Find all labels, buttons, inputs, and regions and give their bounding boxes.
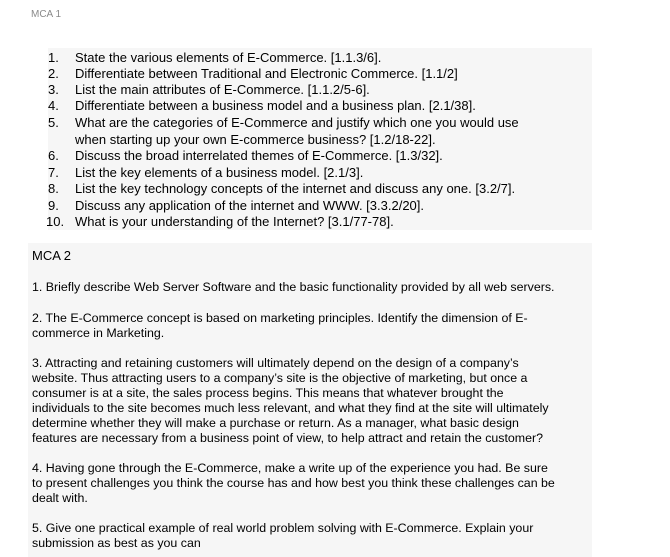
mca2-section: [28, 243, 592, 557]
section-1-heading: MCA 1: [31, 9, 62, 20]
question-paragraph: [32, 311, 590, 341]
paragraph-line: commerce in Marketing.: [32, 326, 165, 340]
question-number: 3.: [48, 82, 59, 97]
paragraph-line: individuals to the site becomes much less relevant, and what they find at the site will ultimately: [32, 401, 549, 415]
question-number: 2.: [48, 66, 59, 81]
question-number: 8.: [48, 181, 59, 196]
paragraph-line: 1. Briefly describe Web Server Software and the basic functionality provided by all web servers.: [32, 280, 555, 294]
question-text: List the key elements of a business model. [2.1/3].: [75, 165, 364, 180]
question-text: What are the categories of E-Commerce and justify which one you would use: [75, 115, 519, 130]
question-paragraph: [32, 280, 590, 295]
paragraph-line: website. Thus attracting users to a company’s site is the objective of marketing, but once a: [32, 371, 528, 385]
paragraph-line: 4. Having gone through the E-Commerce, make a write up of the experience you had. Be sure: [32, 461, 548, 475]
question-text: Discuss the broad interrelated themes of E-Commerce. [1.3/32].: [75, 148, 443, 163]
question-number: 9.: [48, 198, 59, 213]
question-paragraph: [32, 521, 590, 551]
question-number: 6.: [48, 148, 59, 163]
question-text-continued: when starting up your own E-commerce business? [1.2/18-22].: [75, 132, 436, 147]
paragraph-line: consumer is at a site, the sales process begins. This means that whatever brought the: [32, 386, 504, 400]
question-text: What is your understanding of the Internet? [3.1/77-78].: [75, 214, 394, 229]
question-paragraph: [32, 461, 590, 506]
question-number: 4.: [48, 98, 59, 113]
question-number: 1.: [48, 50, 59, 65]
paragraph-line: determine whether they will make a purchase or return. As a manager, what basic design: [32, 416, 519, 430]
question-text: Discuss any application of the internet and WWW. [3.3.2/20].: [75, 198, 425, 213]
question-number: 7.: [48, 165, 59, 180]
question-text: List the key technology concepts of the internet and discuss any one. [3.2/7].: [75, 181, 516, 196]
paragraph-line: 3. Attracting and retaining customers will ultimately depend on the design of a company’s: [32, 356, 519, 370]
question-text: List the main attributes of E-Commerce. [1.1.2/5-6].: [75, 82, 370, 97]
question-text: Differentiate between Traditional and Electronic Commerce. [1.1/2]: [75, 66, 458, 81]
paragraph-line: features are necessary from a business point of view, to help attract and retain the customer?: [32, 431, 544, 445]
paragraph-line: submission as best as you can: [32, 536, 201, 550]
section-2-heading: MCA 2: [32, 248, 72, 263]
question-number: 10.: [46, 214, 65, 229]
question-text: State the various elements of E-Commerce. [1.1.3/6].: [75, 50, 382, 65]
paragraph-line: to present challenges you think the course has and how best you think these challenges can be: [32, 476, 555, 490]
paragraph-line: 2. The E-Commerce concept is based on marketing principles. Identify the dimension of E-: [32, 311, 528, 325]
question-paragraph: [32, 356, 590, 446]
paragraph-line: 5. Give one practical example of real world problem solving with E-Commerce. Explain your: [32, 521, 534, 535]
question-text: Differentiate between a business model and a business plan. [2.1/38].: [75, 98, 476, 113]
question-number: 5.: [48, 115, 59, 130]
paragraph-line: dealt with.: [32, 491, 88, 505]
mca1-question-list: [48, 48, 592, 230]
